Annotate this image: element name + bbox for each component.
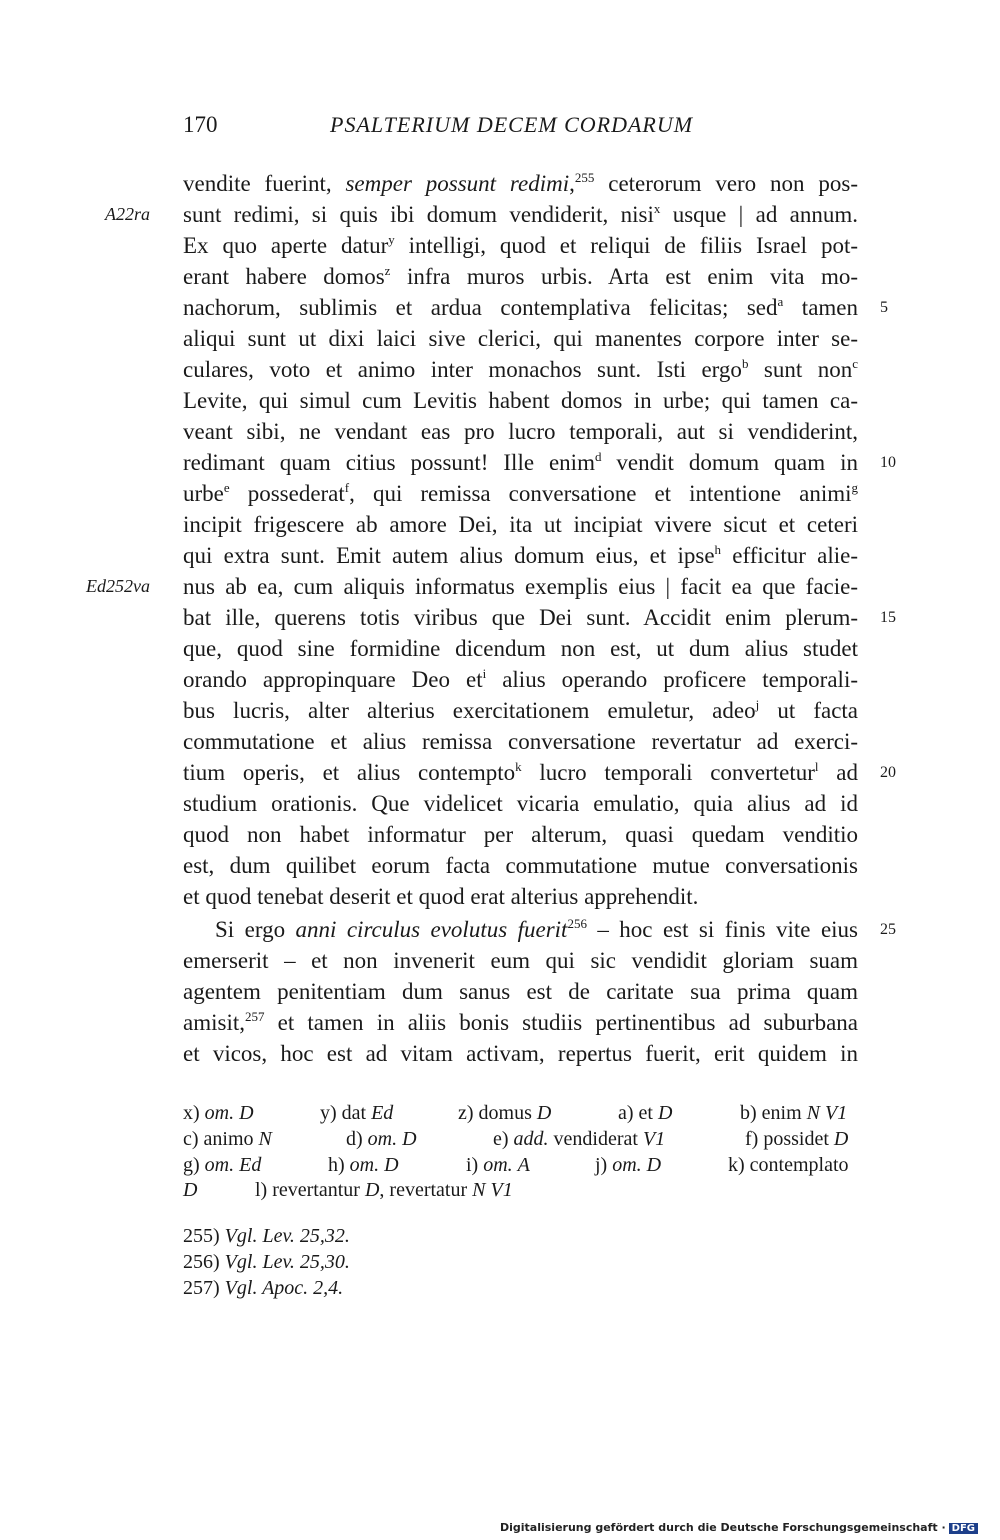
line-number: 5 (880, 299, 888, 316)
text-line: culares, voto et animo inter monachos sunt. Isti ergo$^b$ sunt non$^c$ (183, 356, 858, 382)
text-line: studium orationis. Que videlicet vicaria emulatio, quia alius ad id (183, 791, 858, 816)
text-line: agentem penitentiam dum sanus est de caritate sua prima quam (183, 979, 858, 1004)
apparatus-line (183, 1100, 858, 1126)
apparatus-entry: g) om. Ed (183, 1154, 262, 1176)
text-line: nachorum, sublimis et ardua contemplativa felicitas; sed$^a$ tamen (183, 294, 858, 320)
text-line: bat ille, querens totis viribus que Dei sunt. Accidit enim plerum- (183, 605, 858, 630)
text-line: Ex quo aperte datur$^y$ intelligi, quod et reliqui de filiis Israel pot- (183, 232, 858, 258)
text-line: aliqui sunt ut dixi laici sive clerici, qui manentes corpore inter se- (183, 326, 858, 351)
apparatus-entry: D (183, 1179, 198, 1201)
apparatus-entry: x) om. D (183, 1102, 254, 1124)
apparatus-entry: a) et D (618, 1102, 673, 1124)
text-line: vendite fuerint, semper possunt redimi,$^{255}$ ceterorum vero non pos- (183, 170, 859, 196)
text-line: commutatione et alius remissa conversatione revertatur ad exerci- (183, 729, 858, 754)
text-line: erant habere domos$^z$ infra muros urbis. Arta est enim vita mo- (183, 263, 859, 289)
apparatus-entry: d) om. D (346, 1128, 417, 1150)
dfg-logo: DFG (949, 1523, 978, 1534)
line-number: 10 (880, 454, 896, 471)
line-number: 25 (880, 921, 896, 938)
text-line: redimant quam citius possunt! Ille enim$^d$ vendit domum quam in (183, 449, 858, 475)
text-line: que, quod sine formidine dicendum non est, ut dum alius studet (183, 636, 858, 661)
apparatus-entry: k) contemplato (728, 1154, 849, 1176)
text-line: quod non habet informatur per alterum, quasi quedam venditio (183, 822, 858, 847)
manuscript-folio-ref: Ed252va (86, 576, 150, 596)
apparatus-entry: b) enim N V1 (740, 1102, 848, 1124)
text-line: veant sibi, ne vendant eas pro lucro temporali, aut si vendiderint, (183, 419, 858, 444)
line-number: 20 (880, 764, 896, 781)
text-line: et quod tenebat deserit et quod erat alterius apprehendit. (183, 884, 699, 909)
text-line: bus lucris, alter alterius exercitationem emuletur, adeo$^j$ ut facta (183, 697, 858, 723)
text-line: Si ergo anni circulus evolutus fuerit$^{256}$ – hoc est si finis vite eius (215, 916, 858, 942)
page-number: 170 (183, 112, 218, 137)
apparatus-entry: f) possidet D (745, 1128, 849, 1150)
funding-footer (500, 1521, 978, 1534)
text-line: est, dum quilibet eorum facta commutatione mutue conversationis (183, 853, 858, 878)
text-line: nus ab ea, cum aliquis informatus exemplis eius | facit ea que facie- (183, 574, 858, 599)
apparatus-line (183, 1126, 858, 1152)
funding-note: Digitalisierung gefördert durch die Deutsche Forschungsgemeinschaft · (499, 1521, 946, 1534)
text-line: Levite, qui simul cum Levitis habent domos in urbe; qui tamen ca- (183, 388, 858, 413)
apparatus-entry: c) animo N (183, 1128, 272, 1150)
text-line: incipit frigescere ab amore Dei, ita ut incipiat vivere sicut et ceteri (183, 512, 858, 537)
text-line: orando appropinquare Deo $et^i$ alius operando proficere temporali- (183, 666, 858, 692)
text-line: tium operis, et alius contempto$^k$ lucro temporali convertetur$^l$ ad (183, 759, 858, 785)
source-note: 257) Vgl. Apoc. 2,4. (183, 1277, 344, 1299)
text-line: et vicos, hoc est ad vitam activam, repertus fuerit, erit quidem in (183, 1041, 858, 1066)
running-header (183, 112, 858, 146)
text-line: emerserit – et non invenerit eum qui sic vendidit gloriam suam (183, 948, 858, 973)
running-title: PSALTERIUM DECEM CORDARUM (330, 112, 694, 137)
manuscript-folio-ref: A22ra (105, 204, 150, 224)
apparatus-entry: i) om. A (466, 1154, 530, 1176)
text-line: urbe$^e$ possederat$^f$, qui remissa conversatione et intentione animi$^g$ (183, 480, 859, 506)
apparatus-line (183, 1152, 858, 1178)
source-note: 255) Vgl. Lev. 25,32. (183, 1225, 350, 1247)
apparatus-entry: e) add. vendiderat V1 (493, 1128, 666, 1150)
apparatus-entry: h) om. D (328, 1154, 399, 1176)
apparatus-line (183, 1177, 858, 1203)
apparatus-entry: j) om. D (595, 1154, 662, 1176)
apparatus-entry: l) revertantur D, revertatur N V1 (255, 1179, 513, 1201)
apparatus-entry: y) dat Ed (320, 1102, 394, 1124)
apparatus-entry: z) domus D (458, 1102, 552, 1124)
source-note: 256) Vgl. Lev. 25,30. (183, 1251, 350, 1273)
line-number: 15 (880, 609, 896, 626)
text-line: amisit,$^{257}$ et tamen in aliis bonis studiis pertinentibus ad suburbana (183, 1009, 858, 1035)
text-line: sunt redimi, si quis ibi domum vendiderit, nisi$^x$ usque | ad annum. (183, 201, 858, 227)
text-line: qui extra sunt. Emit autem alius domum eius, et ipse$^h$ efficitur alie- (183, 542, 858, 568)
